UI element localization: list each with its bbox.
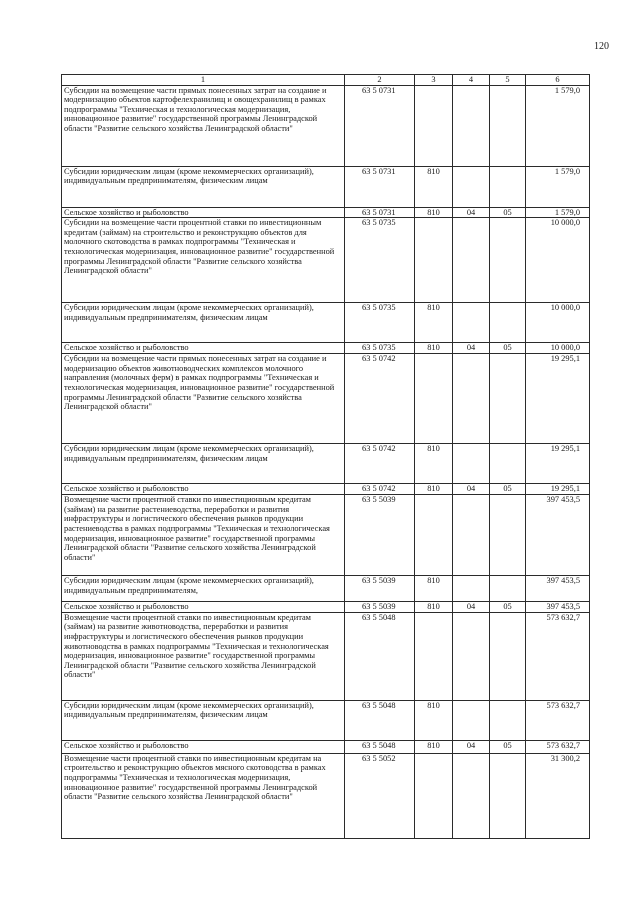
cell-rz <box>453 166 490 207</box>
cell-code: 63 5 0735 <box>345 218 415 303</box>
table-row <box>62 343 590 354</box>
cell-code: 63 5 5039 <box>345 602 415 613</box>
cell-code: 63 5 0731 <box>345 85 415 166</box>
cell-vr: 810 <box>415 700 453 740</box>
cell-pr: 05 <box>490 602 526 613</box>
cell-vr: 810 <box>415 602 453 613</box>
column-header: 1 <box>62 75 345 86</box>
column-header: 2 <box>345 75 415 86</box>
table-row <box>62 495 590 576</box>
cell-code: 63 5 0742 <box>345 444 415 484</box>
cell-code: 63 5 0742 <box>345 484 415 495</box>
cell-sum: 10 000,0 <box>526 303 590 343</box>
cell-rz <box>453 495 490 576</box>
cell-name: Сельское хозяйство и рыболовство <box>62 602 345 613</box>
cell-sum: 19 295,1 <box>526 484 590 495</box>
cell-code: 63 5 5039 <box>345 576 415 602</box>
cell-rz <box>453 218 490 303</box>
cell-pr <box>490 576 526 602</box>
cell-pr <box>490 85 526 166</box>
cell-sum: 1 579,0 <box>526 166 590 207</box>
table-header-row <box>62 75 590 86</box>
cell-pr <box>490 495 526 576</box>
cell-pr: 05 <box>490 740 526 753</box>
cell-vr: 810 <box>415 484 453 495</box>
cell-sum: 573 632,7 <box>526 612 590 700</box>
cell-vr: 810 <box>415 303 453 343</box>
cell-vr <box>415 612 453 700</box>
cell-code: 63 5 5048 <box>345 740 415 753</box>
cell-vr <box>415 753 453 838</box>
cell-sum: 10 000,0 <box>526 218 590 303</box>
cell-vr: 810 <box>415 343 453 354</box>
cell-sum: 31 300,2 <box>526 753 590 838</box>
cell-rz <box>453 700 490 740</box>
cell-pr <box>490 444 526 484</box>
cell-pr <box>490 700 526 740</box>
cell-vr <box>415 85 453 166</box>
cell-pr <box>490 354 526 444</box>
cell-rz <box>453 303 490 343</box>
page-number: 120 <box>594 41 609 52</box>
cell-code: 63 5 0731 <box>345 166 415 207</box>
cell-sum: 1 579,0 <box>526 85 590 166</box>
cell-pr <box>490 166 526 207</box>
cell-name: Сельское хозяйство и рыболовство <box>62 484 345 495</box>
cell-rz <box>453 444 490 484</box>
column-header: 6 <box>526 75 590 86</box>
table-row <box>62 612 590 700</box>
cell-rz <box>453 576 490 602</box>
budget-table <box>61 74 590 839</box>
cell-sum: 19 295,1 <box>526 444 590 484</box>
cell-rz: 04 <box>453 484 490 495</box>
cell-pr: 05 <box>490 343 526 354</box>
table-row <box>62 753 590 838</box>
cell-sum: 19 295,1 <box>526 354 590 444</box>
cell-name: Сельское хозяйство и рыболовство <box>62 207 345 218</box>
cell-rz: 04 <box>453 602 490 613</box>
cell-code: 63 5 5039 <box>345 495 415 576</box>
cell-vr: 810 <box>415 740 453 753</box>
cell-vr <box>415 218 453 303</box>
cell-rz <box>453 753 490 838</box>
cell-sum: 397 453,5 <box>526 495 590 576</box>
cell-vr: 810 <box>415 166 453 207</box>
cell-rz <box>453 612 490 700</box>
table-row <box>62 166 590 207</box>
table-row <box>62 740 590 753</box>
cell-pr <box>490 303 526 343</box>
cell-rz <box>453 354 490 444</box>
cell-sum: 397 453,5 <box>526 602 590 613</box>
column-header: 5 <box>490 75 526 86</box>
cell-pr <box>490 753 526 838</box>
cell-sum: 1 579,0 <box>526 207 590 218</box>
column-header: 4 <box>453 75 490 86</box>
cell-name: Субсидии юридическим лицам (кроме некоммерческих организаций), индивидуальным предпринимателям, физическим лицам <box>62 444 345 484</box>
cell-sum: 573 632,7 <box>526 740 590 753</box>
cell-rz: 04 <box>453 207 490 218</box>
cell-code: 63 5 0742 <box>345 354 415 444</box>
cell-code: 63 5 5048 <box>345 700 415 740</box>
cell-vr: 810 <box>415 576 453 602</box>
cell-vr: 810 <box>415 444 453 484</box>
cell-vr: 810 <box>415 207 453 218</box>
cell-pr: 05 <box>490 207 526 218</box>
cell-pr <box>490 612 526 700</box>
column-header: 3 <box>415 75 453 86</box>
cell-vr <box>415 495 453 576</box>
table-row <box>62 85 590 166</box>
cell-name: Возмещение части процентной ставки по инвестиционным кредитам (займам) на развитие растениеводства, переработки и развития инфраструктуры и логистического обеспечения рынков продукции растениеводства в рамках подпрограммы "Техническая и технологическая модернизация, инновационное развитие" государственной программы Ленинградской области "Развитие сельского хозяйства Ленинградской области" <box>62 495 345 576</box>
cell-name: Субсидии юридическим лицам (кроме некоммерческих организаций), индивидуальным предпринимателям, физическим лицам <box>62 166 345 207</box>
cell-rz: 04 <box>453 343 490 354</box>
cell-rz <box>453 85 490 166</box>
cell-name: Возмещение части процентной ставки по инвестиционным кредитам на строительство и реконструкцию объектов мясного скотоводства в рамках подпрограммы "Техническая и технологическая модернизация, инновационное развитие" государственной программы Ленинградской области "Развитие сельского хозяйства Ленинградской области" <box>62 753 345 838</box>
cell-sum: 573 632,7 <box>526 700 590 740</box>
cell-sum: 10 000,0 <box>526 343 590 354</box>
cell-name: Субсидии юридическим лицам (кроме некоммерческих организаций), индивидуальным предпринимателям, физическим лицам <box>62 303 345 343</box>
table-row <box>62 576 590 602</box>
table-row <box>62 218 590 303</box>
cell-sum: 397 453,5 <box>526 576 590 602</box>
table-row <box>62 484 590 495</box>
cell-vr <box>415 354 453 444</box>
table-row <box>62 303 590 343</box>
table-row <box>62 207 590 218</box>
cell-code: 63 5 5048 <box>345 612 415 700</box>
cell-code: 63 5 0735 <box>345 303 415 343</box>
table-row <box>62 700 590 740</box>
cell-name: Субсидии юридическим лицам (кроме некоммерческих организаций), индивидуальным предпринимателям, физическим лицам <box>62 700 345 740</box>
table-row <box>62 354 590 444</box>
cell-name: Сельское хозяйство и рыболовство <box>62 343 345 354</box>
cell-name: Возмещение части процентной ставки по инвестиционным кредитам (займам) на развитие животноводства, переработки и развития инфраструктуры и логистического обеспечения рынков продукции животноводства в рамках подпрограммы "Техническая и технологическая модернизация, инновационное развитие" государственной программы Ленинградской области "Развитие сельского хозяйства Ленинградской области" <box>62 612 345 700</box>
table-row <box>62 602 590 613</box>
cell-name: Субсидии на возмещение части процентной ставки по инвестиционным кредитам (займам) на строительство и реконструкцию объектов для молочного скотоводства в рамках подпрограммы "Техническая и технологическая модернизация, инновационное развитие" государственной программы Ленинградской области "Развитие сельского хозяйства Ленинградской области" <box>62 218 345 303</box>
cell-pr: 05 <box>490 484 526 495</box>
cell-name: Сельское хозяйство и рыболовство <box>62 740 345 753</box>
table-row <box>62 444 590 484</box>
cell-name: Субсидии на возмещение части прямых понесенных затрат на создание и модернизацию объектов картофелехранилищ и овощехранилищ в рамках подпрограммы "Техническая и технологическая модернизация, инновационное развитие" государственной программы Ленинградской области "Развитие сельского хозяйства Ленинградской области" <box>62 85 345 166</box>
cell-code: 63 5 5052 <box>345 753 415 838</box>
cell-code: 63 5 0731 <box>345 207 415 218</box>
cell-name: Субсидии юридическим лицам (кроме некоммерческих организаций), индивидуальным предпринимателям, <box>62 576 345 602</box>
cell-pr <box>490 218 526 303</box>
cell-name: Субсидии на возмещение части прямых понесенных затрат на создание и модернизацию объектов животноводческих комплексов молочного направления (молочных ферм) в рамках подпрограммы "Техническая и технологическая модернизация, инновационное развитие" государственной программы Ленинградской области "Развитие сельского хозяйства Ленинградской области" <box>62 354 345 444</box>
cell-rz: 04 <box>453 740 490 753</box>
cell-code: 63 5 0735 <box>345 343 415 354</box>
